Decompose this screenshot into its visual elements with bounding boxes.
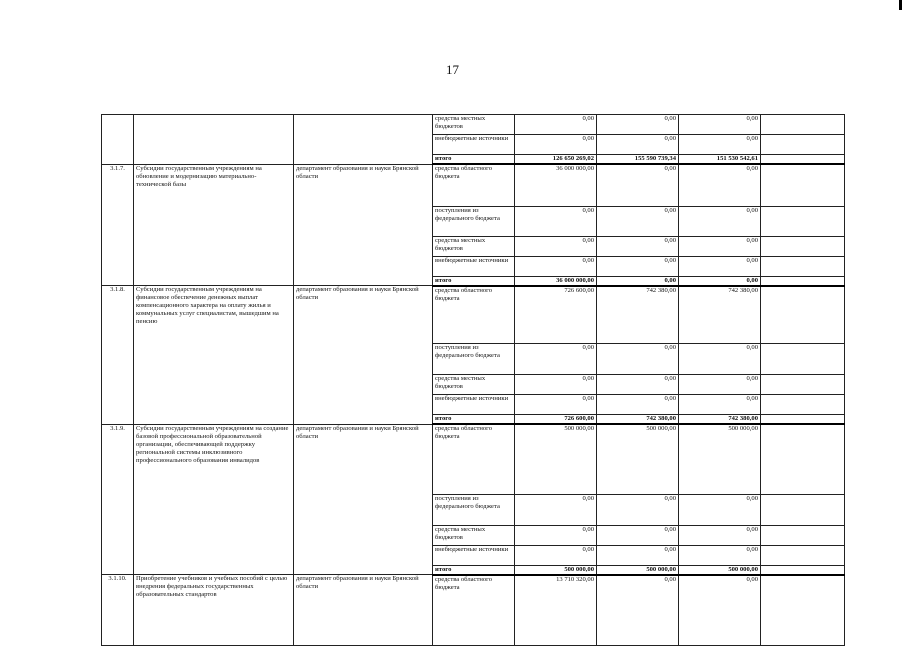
amount-year-3: 0,00: [679, 256, 761, 276]
amount-year-3: 0,00: [679, 575, 761, 646]
funding-source: поступления из федерального бюджета: [433, 206, 515, 236]
empty-cell: [761, 565, 845, 575]
table-row: [102, 164, 845, 206]
responsible-org: департамент образования и науки Брянской области: [294, 164, 433, 286]
amount-year-3: 0,00: [679, 344, 761, 375]
empty-cell: [761, 256, 845, 276]
amount-year-2: 0,00: [597, 206, 679, 236]
funding-source: средства местных бюджетов: [433, 236, 515, 256]
total-year-2: 155 590 739,34: [597, 155, 679, 165]
row-number: 3.1.10.: [102, 575, 134, 646]
row-number: 3.1.8.: [102, 286, 134, 425]
empty-cell: [761, 395, 845, 415]
amount-year-1: 0,00: [515, 545, 597, 565]
amount-year-2: 0,00: [597, 525, 679, 545]
amount-year-3: 0,00: [679, 135, 761, 155]
funding-source: средства местных бюджетов: [433, 115, 515, 135]
amount-year-3: 500 000,00: [679, 424, 761, 494]
funding-source: внебюджетные источники: [433, 395, 515, 415]
amount-year-2: 0,00: [597, 375, 679, 395]
amount-year-1: 0,00: [515, 525, 597, 545]
amount-year-1: 13 710 320,00: [515, 575, 597, 646]
responsible-org: департамент образования и науки Брянской области: [294, 286, 433, 425]
total-year-1: 726 600,00: [515, 415, 597, 425]
empty-cell: [761, 344, 845, 375]
amount-year-3: 0,00: [679, 395, 761, 415]
total-label: итого: [433, 155, 515, 165]
total-label: итого: [433, 565, 515, 575]
amount-year-3: 742 380,00: [679, 286, 761, 344]
funding-source: средства местных бюджетов: [433, 525, 515, 545]
funding-source: средства областного бюджета: [433, 164, 515, 206]
funding-source: средства областного бюджета: [433, 424, 515, 494]
table-row: [102, 286, 845, 344]
amount-year-2: 742 380,00: [597, 286, 679, 344]
funding-source: средства областного бюджета: [433, 575, 515, 646]
empty-cell: [761, 164, 845, 206]
total-year-3: 151 530 542,61: [679, 155, 761, 165]
amount-year-1: 0,00: [515, 236, 597, 256]
empty-cell: [761, 424, 845, 494]
funding-source: поступления из федерального бюджета: [433, 494, 515, 525]
amount-year-3: 0,00: [679, 115, 761, 135]
amount-year-3: 0,00: [679, 206, 761, 236]
amount-year-2: 500 000,00: [597, 424, 679, 494]
empty-cell: [761, 545, 845, 565]
amount-year-3: 0,00: [679, 164, 761, 206]
amount-year-1: 36 000 000,00: [515, 164, 597, 206]
responsible-org: департамент образования и науки Брянской области: [294, 424, 433, 575]
amount-year-2: 0,00: [597, 494, 679, 525]
row-number: [102, 115, 134, 165]
activity-name: Субсидии государственным учреждениям на создание базовой профессиональной образовательной организации, обеспечивающей поддержку региональной системы инклюзивного профессионального образования инвалидов: [134, 424, 294, 575]
table-row: [102, 424, 845, 494]
amount-year-3: 0,00: [679, 375, 761, 395]
empty-cell: [761, 135, 845, 155]
amount-year-2: 0,00: [597, 135, 679, 155]
table-row: [102, 115, 845, 135]
amount-year-1: 0,00: [515, 375, 597, 395]
funding-source: средства местных бюджетов: [433, 375, 515, 395]
amount-year-2: 0,00: [597, 115, 679, 135]
amount-year-2: 0,00: [597, 395, 679, 415]
total-year-2: 742 380,00: [597, 415, 679, 425]
amount-year-3: 0,00: [679, 525, 761, 545]
page-number: 17: [446, 62, 459, 77]
funding-source: внебюджетные источники: [433, 545, 515, 565]
funding-source: средства областного бюджета: [433, 286, 515, 344]
empty-cell: [761, 525, 845, 545]
total-year-1: 126 650 269,02: [515, 155, 597, 165]
activity-name: Приобретение учебников и учебных пособий с целью внедрения федеральных государственных образовательных стандартов: [134, 575, 294, 646]
total-year-3: 742 380,00: [679, 415, 761, 425]
responsible-org: [294, 115, 433, 165]
funding-source: внебюджетные источники: [433, 256, 515, 276]
activity-name: Субсидии государственным учреждениям на финансовое обеспечение денежных выплат компенсационного характера на оплату жилья и коммунальных услуг специалистам, вышедшим на пенсию: [134, 286, 294, 425]
amount-year-2: 0,00: [597, 575, 679, 646]
funding-source: внебюджетные источники: [433, 135, 515, 155]
total-label: итого: [433, 415, 515, 425]
scan-edge-mark: [899, 0, 902, 10]
total-year-3: 500 000,00: [679, 565, 761, 575]
amount-year-1: 500 000,00: [515, 424, 597, 494]
amount-year-2: 0,00: [597, 256, 679, 276]
amount-year-3: 0,00: [679, 545, 761, 565]
responsible-org: департамент образования и науки Брянской области: [294, 575, 433, 646]
total-year-1: 500 000,00: [515, 565, 597, 575]
empty-cell: [761, 115, 845, 135]
empty-cell: [761, 286, 845, 344]
total-label: итого: [433, 276, 515, 286]
amount-year-2: 0,00: [597, 344, 679, 375]
row-number: 3.1.7.: [102, 164, 134, 286]
total-year-1: 36 000 000,00: [515, 276, 597, 286]
total-year-3: 0,00: [679, 276, 761, 286]
empty-cell: [761, 236, 845, 256]
amount-year-1: 726 600,00: [515, 286, 597, 344]
amount-year-2: 0,00: [597, 236, 679, 256]
empty-cell: [761, 276, 845, 286]
amount-year-1: 0,00: [515, 395, 597, 415]
amount-year-2: 0,00: [597, 545, 679, 565]
activity-name: Субсидии государственным учреждениям на обновление и модернизацию материально-технической базы: [134, 164, 294, 286]
amount-year-3: 0,00: [679, 236, 761, 256]
empty-cell: [761, 375, 845, 395]
amount-year-1: 0,00: [515, 115, 597, 135]
amount-year-1: 0,00: [515, 344, 597, 375]
total-year-2: 500 000,00: [597, 565, 679, 575]
total-year-2: 0,00: [597, 276, 679, 286]
funding-source: поступления из федерального бюджета: [433, 344, 515, 375]
empty-cell: [761, 206, 845, 236]
amount-year-1: 0,00: [515, 256, 597, 276]
empty-cell: [761, 155, 845, 165]
amount-year-1: 0,00: [515, 135, 597, 155]
empty-cell: [761, 575, 845, 646]
budget-table: [101, 114, 845, 646]
amount-year-3: 0,00: [679, 494, 761, 525]
amount-year-1: 0,00: [515, 206, 597, 236]
table-row: [102, 575, 845, 646]
row-number: 3.1.9.: [102, 424, 134, 575]
empty-cell: [761, 494, 845, 525]
empty-cell: [761, 415, 845, 425]
activity-name: [134, 115, 294, 165]
amount-year-1: 0,00: [515, 494, 597, 525]
amount-year-2: 0,00: [597, 164, 679, 206]
